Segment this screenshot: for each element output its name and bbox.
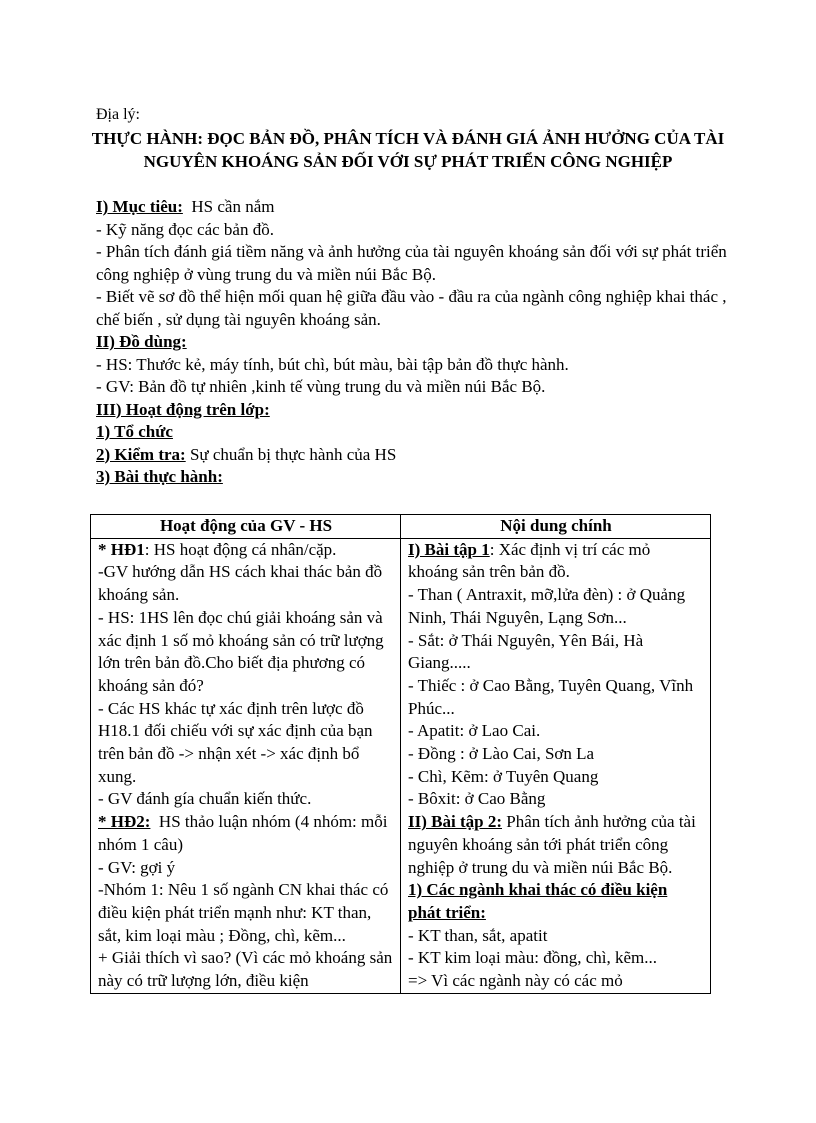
activity-2-line — [98, 811, 394, 856]
exercise-2-label: II) Bài tập 2: — [408, 812, 502, 832]
activity-2-label: * HĐ2: — [98, 812, 151, 832]
activity-2-text: HS thảo luận nhóm (4 nhóm: mỗi nhóm 1 câu) — [98, 812, 392, 854]
materials-item: - HS: Thước kẻ, máy tính, bút chì, bút màu, bài tập bản đồ thực hành. — [96, 354, 569, 374]
page-title: THỰC HÀNH: ĐỌC BẢN ĐỒ, PHÂN TÍCH VÀ ĐÁNH GIÁ ẢNH HƯỞNG CỦA TÀI NGUYÊN KHOÁNG SẢN ĐỐI VỚI SỰ PHÁT TRIỂN CÔNG NGHIỆP — [91, 129, 725, 171]
mining-sub-heading: 1) Các ngành khai thác có điều kiện phát triển: — [408, 880, 668, 922]
materials-item: - GV: Bản đồ tự nhiên ,kinh tế vùng trung du và miền núi Bắc Bộ. — [96, 377, 546, 396]
objective-item: - Kỹ năng đọc các bản đồ. — [96, 219, 274, 239]
practice-heading: 3) Bài thực hành: — [96, 467, 223, 486]
content-line: - Thiếc : ở Cao Bằng, Tuyên Quang, Vĩnh Phúc... — [408, 675, 694, 718]
activities-cell — [91, 538, 401, 993]
content-line: - Than ( Antraxit, mỡ,lửa đèn) : ở Quảng Ninh, Thái Nguyên, Lạng Sơn... — [408, 585, 686, 627]
objective-item: - Biết vẽ sơ đồ thể hiện mối quan hệ giữa đầu vào - đầu ra của ngành công nghiệp khai thác , chế biến , sử dụng tài nguyên khoáng sản. — [96, 287, 727, 329]
objectives-heading: I) Mục tiêu: — [96, 197, 183, 216]
activity-table — [90, 514, 711, 994]
activities-heading: III) Hoạt động trên lớp: — [96, 399, 270, 419]
materials-heading: II) Đồ dùng: — [96, 332, 187, 351]
content-line: => Vì các ngành này có các mỏ — [408, 971, 623, 991]
lesson-body — [96, 196, 728, 489]
activity-1-line — [98, 539, 394, 562]
check-heading: 2) Kiểm tra: — [96, 444, 186, 464]
activity-line: + Giải thích vì sao? (Vì các mỏ khoáng sản này có trữ lượng lớn, điều kiện — [98, 948, 393, 991]
table-header-cell: Nội dung chính — [401, 515, 711, 539]
content-line: - Đồng : ở Lào Cai, Sơn La — [408, 744, 595, 764]
activity-line: -GV hướng dẫn HS cách khai thác bản đồ khoáng sản. — [98, 562, 383, 605]
content-line: - KT than, sắt, apatit — [408, 925, 548, 945]
activity-1-label: * HĐ1 — [98, 539, 145, 559]
activity-line: - Các HS khác tự xác định trên lược đồ H18.1 đối chiếu với sự xác định của bạn trên bản đồ -> nhận xét -> xác định bổ xung. — [98, 698, 373, 786]
table-row — [91, 538, 711, 993]
table-header-cell: Hoạt động của GV - HS — [91, 515, 401, 539]
exercise-2-text: Phân tích ảnh hưởng của tài nguyên khoáng sản tới phát triển công nghiệp ở trung du và miền núi Bắc Bộ. — [408, 812, 696, 877]
objective-item: - Phân tích đánh giá tiềm năng và ảnh hưởng của tài nguyên khoáng sản đối với sự phát triển công nghiệp ở vùng trung du và miền núi Bắc Bộ. — [96, 242, 727, 284]
content-cell — [401, 538, 711, 993]
objectives-heading-line — [96, 196, 728, 219]
table-header-row — [91, 515, 711, 539]
subject-label: Địa lý: — [96, 106, 140, 123]
exercise-2-line — [408, 811, 704, 879]
check-text: Sự chuẩn bị thực hành của HS — [185, 444, 397, 464]
content-line: - KT kim loại màu: đồng, chì, kẽm... — [408, 948, 657, 968]
exercise-1-line — [408, 539, 704, 584]
activity-line: -Nhóm 1: Nêu 1 số ngành CN khai thác có điều kiện phát triển mạnh như: KT than, sắt, kim loại màu ; Đồng, chì, kẽm... — [98, 880, 389, 945]
activity-line: - GV: gợi ý — [98, 857, 176, 877]
objectives-heading-tail: HS cần nắm — [182, 197, 275, 216]
content-line: - Apatit: ở Lao Cai. — [408, 721, 541, 741]
content-line: - Bôxit: ở Cao Bằng — [408, 789, 546, 809]
content-line: - Chì, Kẽm: ở Tuyên Quang — [408, 766, 599, 786]
organization-heading: 1) Tổ chức — [96, 422, 173, 441]
activity-line: - HS: 1HS lên đọc chú giải khoáng sản và xác định 1 số mỏ khoáng sản có trữ lượng lớn trên bản đồ.Cho biết địa phương có khoáng sản đó? — [98, 607, 384, 695]
activity-1-text: : HS hoạt động cá nhân/cặp. — [144, 539, 337, 559]
check-line — [96, 444, 728, 467]
content-line: - Sắt: ở Thái Nguyên, Yên Bái, Hà Giang..... — [408, 630, 644, 673]
exercise-1-text: : Xác định vị trí các mỏ khoáng sản trên bản đồ. — [408, 539, 651, 582]
exercise-1-label: I) Bài tập 1 — [408, 539, 490, 559]
activity-line: - GV đánh gía chuẩn kiến thức. — [98, 789, 312, 809]
